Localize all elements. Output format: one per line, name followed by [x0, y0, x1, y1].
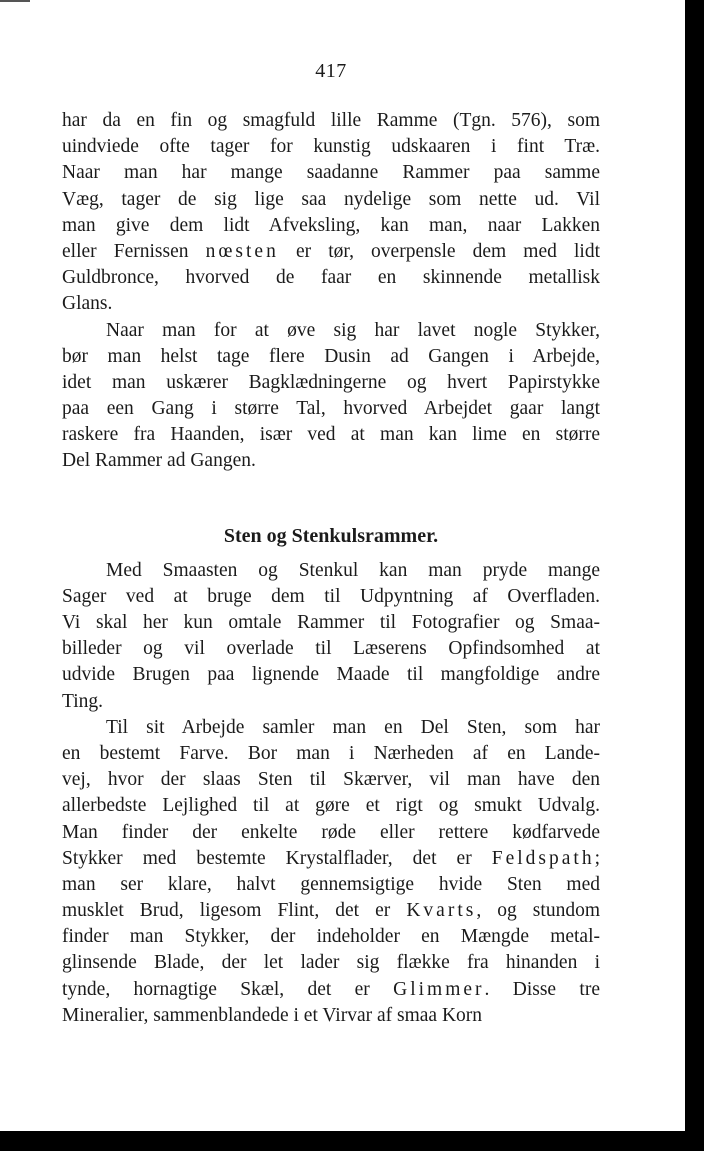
text-line: paa een Gang i større Tal, hvorved Arbejdet gaar langt: [62, 398, 600, 420]
body-text-before-heading: [62, 108, 600, 475]
text-line: Guldbronce, hvorved de faar en skinnende metallisk: [62, 267, 600, 289]
text-line: eller Fernissen nœsten er tør, overpensle dem med lidt: [62, 240, 600, 262]
text-line: finder man Stykker, der indeholder en Mængde metal-: [62, 926, 600, 948]
text-line: Del Rammer ad Gangen.: [62, 450, 256, 472]
text-line: billeder og vil overlade til Læserens Opfindsomhed at: [62, 638, 600, 660]
text-line: idet man uskærer Bagklædningerne og hvert Papirstykke: [62, 371, 600, 393]
text-line: uindviede ofte tager for kunstig udskaaren i fint Træ.: [62, 136, 600, 158]
text-line: Stykker med bestemte Krystalflader, det er Feldspath;: [62, 847, 600, 869]
text-line: Naar man for at øve sig har lavet nogle Stykker,: [106, 319, 600, 341]
text-line: Med Smaasten og Stenkul kan man pryde mange: [106, 559, 600, 581]
body-text-after-heading: [62, 558, 600, 1029]
text-line: Ting.: [62, 690, 104, 712]
paragraph: [62, 318, 600, 475]
text-line: har da en fin og smagfuld lille Ramme (Tgn. 576), som: [62, 110, 600, 131]
text-line: Naar man har mange saadanne Rammer paa samme: [62, 162, 600, 184]
text-line: tynde, hornagtige Skæl, det er Glimmer. Disse tre: [62, 978, 600, 1000]
text-line: udvide Brugen paa lignende Maade til mangfoldige andre: [62, 664, 600, 686]
scan-border-right: [685, 0, 704, 1151]
paragraph: [62, 715, 600, 1029]
section-heading: Sten og Stenkulsrammer.: [223, 524, 439, 547]
text-line: Mineralier, sammenblandede i et Virvar af smaa Korn: [62, 1004, 483, 1026]
text-line: Væg, tager de sig lige saa nydelige som nette ud. Vil: [62, 188, 600, 210]
paragraph: [62, 108, 600, 318]
text-line: glinsende Blade, der let lader sig flække fra hinanden i: [62, 952, 600, 974]
text-line: Glans.: [62, 293, 113, 315]
book-page: [62, 58, 600, 1029]
text-line: man ser klare, halvt gennemsigtige hvide Sten med: [62, 873, 600, 895]
text-line: Vi skal her kun omtale Rammer til Fotografier og Smaa-: [62, 612, 600, 633]
scan-edge-mark: [0, 0, 30, 2]
paragraph: [62, 558, 600, 715]
text-line: Sager ved at bruge dem til Udpyntning af Overfladen.: [62, 585, 600, 607]
text-line: vej, hvor der slaas Sten til Skærver, vil man have den: [62, 769, 600, 791]
text-line: allerbedste Lejlighed til at gøre et rigt og smukt Udvalg.: [62, 795, 600, 817]
text-line: musklet Brud, ligesom Flint, det er Kvarts, og stundom: [62, 900, 600, 922]
text-line: en bestemt Farve. Bor man i Nærheden af en Lande-: [62, 742, 600, 764]
scan-border-bottom: [0, 1131, 704, 1151]
page-number: 417: [315, 60, 347, 82]
text-line: man give dem lidt Afveksling, kan man, naar Lakken: [62, 214, 600, 236]
text-line: Til sit Arbejde samler man en Del Sten, som har: [106, 716, 600, 738]
text-line: Man finder der enkelte røde eller rettere kødfarvede: [62, 821, 600, 843]
text-line: raskere fra Haanden, især ved at man kan lime en større: [62, 424, 600, 446]
text-line: bør man helst tage flere Dusin ad Gangen i Arbejde,: [62, 345, 600, 367]
